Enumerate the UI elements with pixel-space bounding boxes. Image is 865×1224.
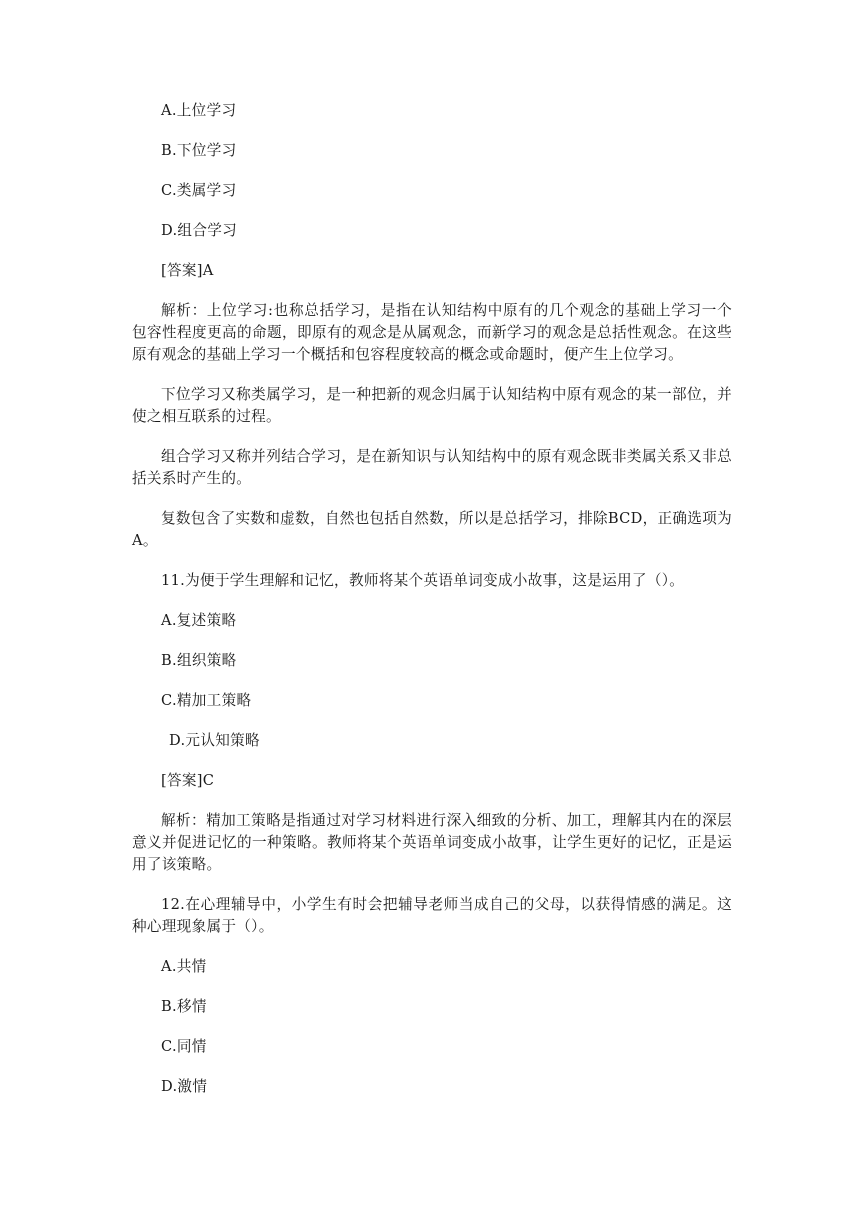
analysis-q10-paragraph-3: 组合学习又称并列结合学习，是在新知识与认知结构中的原有观念既非类属关系又非总括关系时产生的。 bbox=[132, 448, 732, 487]
option-q12-a: A.共情 bbox=[161, 958, 207, 975]
option-q10-a: A.上位学习 bbox=[161, 102, 237, 119]
answer-q11: [答案]C bbox=[161, 772, 215, 789]
option-q12-c: C.同情 bbox=[161, 1038, 207, 1055]
analysis-q10-paragraph-4: 复数包含了实数和虚数，自然也包括自然数，所以是总括学习，排除BCD，正确选项为A。 bbox=[132, 510, 732, 549]
option-q10-d: D.组合学习 bbox=[161, 222, 237, 239]
option-q12-b: B.移情 bbox=[161, 998, 207, 1015]
document-page bbox=[132, 100, 732, 1116]
option-q12-d: D.激情 bbox=[161, 1078, 208, 1095]
analysis-q11: 解析：精加工策略是指通过对学习材料进行深入细致的分析、加工，理解其内在的深层意义并促进记忆的一种策略。教师将某个英语单词变成小故事，让学生更好的记忆，正是运用了该策略。 bbox=[132, 812, 732, 873]
option-q11-d: D.元认知策略 bbox=[169, 732, 260, 749]
option-q11-a: A.复述策略 bbox=[161, 612, 237, 629]
option-q10-b: B.下位学习 bbox=[161, 142, 237, 159]
question-12-stem: 12.在心理辅导中，小学生有时会把辅导老师当成自己的父母，以获得情感的满足。这种心理现象属于（）。 bbox=[132, 896, 732, 935]
question-11-stem: 11.为便于学生理解和记忆，教师将某个英语单词变成小故事，这是运用了（）。 bbox=[161, 572, 685, 589]
option-q11-c: C.精加工策略 bbox=[161, 692, 252, 709]
answer-q10: [答案]A bbox=[161, 262, 214, 279]
option-q11-b: B.组织策略 bbox=[161, 652, 237, 669]
analysis-q10-paragraph-1: 解析：上位学习:也称总括学习，是指在认知结构中原有的几个观念的基础上学习一个包容性程度更高的命题，即原有的观念是从属观念，而新学习的观念是总括性观念。在这些原有观念的基础上学习一个概括和包容程度较高的概念或命题时，便产生上位学习。 bbox=[132, 302, 732, 363]
option-q10-c: C.类属学习 bbox=[161, 182, 237, 199]
analysis-q10-paragraph-2: 下位学习又称类属学习，是一种把新的观念归属于认知结构中原有观念的某一部位，并使之相互联系的过程。 bbox=[132, 386, 732, 425]
